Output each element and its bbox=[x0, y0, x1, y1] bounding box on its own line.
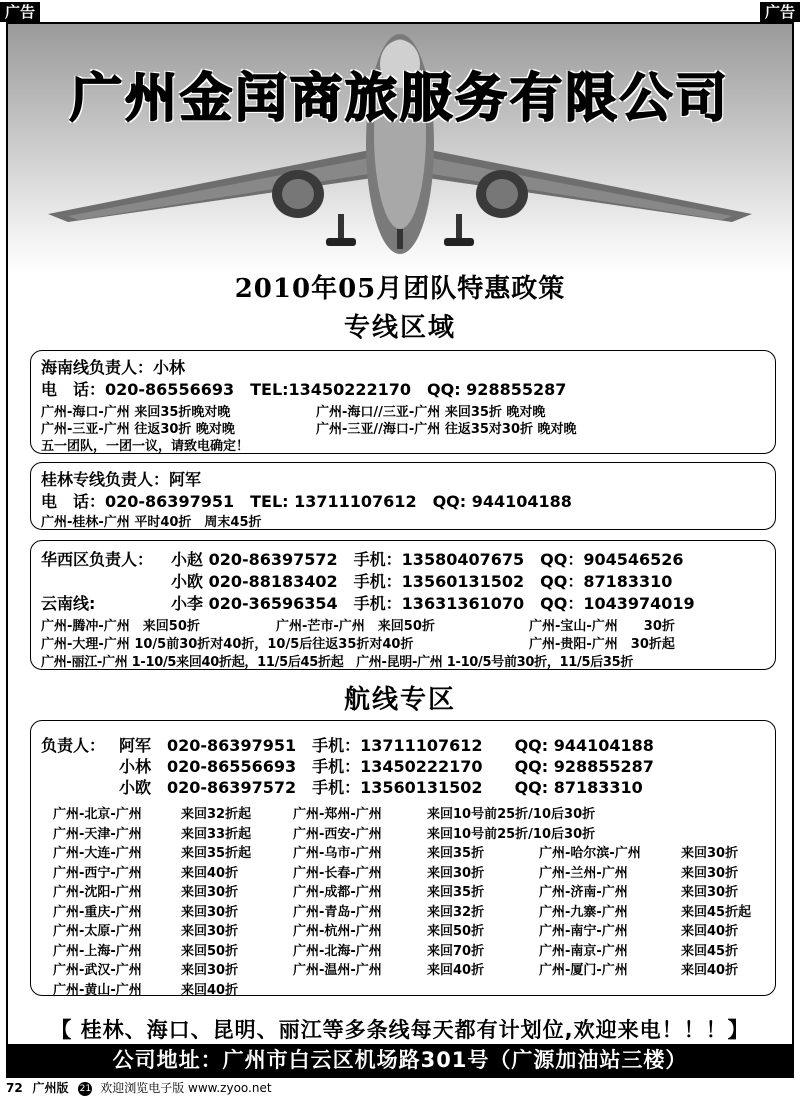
route-discount: 来回10号前25折/10后30折 bbox=[427, 826, 596, 842]
section-title-airline: 航线专区 bbox=[343, 685, 456, 715]
route-name: 广州-杭州-广州 bbox=[293, 924, 382, 939]
route-name: 广州-九寨-广州 bbox=[539, 904, 628, 920]
route-discount: 来回32折起 bbox=[181, 807, 252, 822]
hainan-manager: 海南线负责人：小林 bbox=[41, 358, 186, 377]
huaxi-contact: 小欧 020-88183402 手机：13560131502 QQ：87183310 bbox=[171, 572, 673, 591]
route-item: 广州-三亚-广州 往返30折 晚对晚 bbox=[41, 422, 235, 437]
route-discount: 来回50折 bbox=[427, 924, 485, 939]
promo-banner: 【 桂林、海口、昆明、丽江等多条线每天都有计划位,欢迎来电！！！】 bbox=[50, 1018, 750, 1042]
route-discount: 来回10号前25折/10后30折 bbox=[427, 807, 596, 822]
route-item: 广州-桂林-广州 平时40折 周末45折 bbox=[41, 515, 262, 530]
airline-contact: 小林 020-86556693 手机：13450222170 QQ: 928855287 bbox=[119, 757, 654, 776]
page-number: 72 bbox=[6, 1081, 23, 1095]
route-name: 广州-北京-广州 bbox=[53, 807, 142, 822]
route-name: 广州-西安-广州 bbox=[293, 826, 382, 842]
route-name: 广州-黄山-广州 bbox=[53, 982, 142, 998]
route-discount: 来回40折 bbox=[681, 963, 739, 978]
hainan-box bbox=[30, 350, 776, 454]
guilin-phone: 电 话：020-86397951 TEL: 13711107612 QQ: 944104188 bbox=[41, 492, 572, 511]
route-item: 广州-三亚//海口-广州 往返35对30折 晚对晚 bbox=[316, 422, 577, 437]
route-item: 广州-贵阳-广州 30折起 bbox=[529, 637, 675, 652]
edition-label: 广州版 bbox=[32, 1081, 69, 1095]
route-name: 广州-长春-广州 bbox=[293, 865, 382, 881]
hainan-phone: 电 话：020-86556693 TEL:13450222170 QQ: 928855287 bbox=[41, 380, 567, 399]
route-discount: 来回30折 bbox=[681, 885, 739, 900]
route-discount: 来回30折 bbox=[181, 924, 239, 939]
huaxi-contact: 小赵 020-86397572 手机：13580407675 QQ：904546526 bbox=[171, 550, 684, 569]
route-discount: 来回40折 bbox=[181, 865, 239, 881]
route-discount: 来回40折 bbox=[681, 924, 739, 939]
route-discount: 来回33折起 bbox=[181, 826, 252, 842]
section-title-special-lines: 专线区域 bbox=[343, 313, 456, 343]
airline-manager-label: 负责人： bbox=[41, 736, 106, 755]
route-name: 广州-天津-广州 bbox=[53, 826, 142, 842]
company-name: 广州金闰商旅服务有限公司 bbox=[69, 69, 730, 129]
page-footer bbox=[6, 1079, 272, 1096]
guilin-box bbox=[30, 462, 776, 530]
website-link[interactable]: 欢迎浏览电子版 www.zyoo.net bbox=[100, 1081, 272, 1095]
route-name: 广州-南宁-广州 bbox=[539, 924, 628, 939]
guilin-manager: 桂林专线负责人：阿军 bbox=[41, 470, 202, 489]
route-name: 广州-济南-广州 bbox=[539, 885, 628, 900]
route-name: 广州-郑州-广州 bbox=[293, 807, 382, 822]
yunnan-label: 云南线: bbox=[41, 594, 96, 613]
route-discount: 来回30折 bbox=[181, 904, 239, 920]
company-address: 公司地址：广州市白云区机场路301号（广源加油站三楼） bbox=[8, 1044, 792, 1076]
route-name: 广州-北海-广州 bbox=[293, 943, 382, 959]
route-name: 广州-南京-广州 bbox=[539, 943, 628, 959]
route-name: 广州-哈尔滨-广州 bbox=[539, 846, 641, 861]
route-name: 广州-温州-广州 bbox=[293, 963, 382, 978]
route-discount: 来回35折起 bbox=[181, 846, 252, 861]
route-name: 广州-重庆-广州 bbox=[53, 904, 142, 920]
policy-title: 2010年05月团队特惠政策 bbox=[234, 274, 566, 304]
route-item: 广州-腾冲-广州 来回50折 bbox=[41, 619, 200, 634]
route-name: 广州-武汉-广州 bbox=[53, 963, 142, 978]
route-discount: 来回30折 bbox=[681, 846, 739, 861]
route-discount: 来回30折 bbox=[427, 865, 485, 881]
route-name: 广州-青岛-广州 bbox=[293, 904, 382, 920]
route-item: 广州-芒市-广州 来回50折 bbox=[276, 619, 435, 634]
route-discount: 来回70折 bbox=[427, 943, 485, 959]
route-discount: 来回35折 bbox=[427, 885, 485, 900]
route-name: 广州-兰州-广州 bbox=[539, 865, 628, 881]
route-name: 广州-沈阳-广州 bbox=[53, 885, 142, 900]
route-discount: 来回30折 bbox=[681, 865, 739, 881]
route-discount: 来回45折 bbox=[681, 943, 739, 959]
ad-label-right: 广告 bbox=[760, 2, 800, 22]
route-discount: 来回40折 bbox=[427, 963, 485, 978]
route-item: 广州-丽江-广州 1-10/5来回40折起，11/5后45折起 广州-昆明-广州 1-10/5号前30折，11/5后35折 bbox=[41, 655, 634, 670]
airline-contact: 小欧 020-86397572 手机：13560131502 QQ: 87183310 bbox=[119, 778, 643, 797]
route-discount: 来回30折 bbox=[181, 963, 239, 978]
route-name: 广州-太原-广州 bbox=[53, 924, 142, 939]
ad-frame bbox=[6, 22, 794, 1078]
route-name: 广州-上海-广州 bbox=[53, 943, 142, 959]
route-discount: 来回45折起 bbox=[681, 904, 752, 920]
route-name: 广州-成都-广州 bbox=[293, 885, 382, 900]
route-name: 广州-乌市-广州 bbox=[293, 846, 382, 861]
route-item: 广州-宝山-广州 30折 bbox=[529, 619, 675, 634]
logo-icon: 21 bbox=[79, 1083, 92, 1094]
airline-box bbox=[30, 720, 776, 996]
route-name: 广州-厦门-广州 bbox=[539, 963, 628, 978]
hainan-note: 五一团队，一团一议，请致电确定！ bbox=[41, 439, 250, 454]
ad-label-left: 广告 bbox=[0, 2, 40, 22]
route-item: 广州-海口//三亚-广州 来回35折 晚对晚 bbox=[316, 405, 546, 420]
route-discount: 来回30折 bbox=[181, 885, 239, 900]
route-name: 广州-大连-广州 bbox=[53, 846, 142, 861]
route-item: 广州-大理-广州 10/5前30折对40折，10/5后往返35折对40折 bbox=[41, 637, 414, 652]
huaxi-contact: 小李 020-36596354 手机：13631361070 QQ：1043974019 bbox=[171, 594, 695, 613]
huaxi-manager: 华西区负责人： bbox=[41, 550, 154, 569]
route-name: 广州-西宁-广州 bbox=[53, 865, 142, 881]
huaxi-box bbox=[30, 540, 776, 670]
airline-contact: 阿军 020-86397951 手机：13711107612 QQ: 944104188 bbox=[119, 736, 654, 755]
route-discount: 来回50折 bbox=[181, 943, 239, 959]
route-discount: 来回32折 bbox=[427, 904, 485, 920]
route-discount: 来回35折 bbox=[427, 846, 485, 861]
route-discount: 来回40折 bbox=[181, 982, 239, 998]
route-item: 广州-海口-广州 来回35折晚对晚 bbox=[41, 405, 231, 420]
